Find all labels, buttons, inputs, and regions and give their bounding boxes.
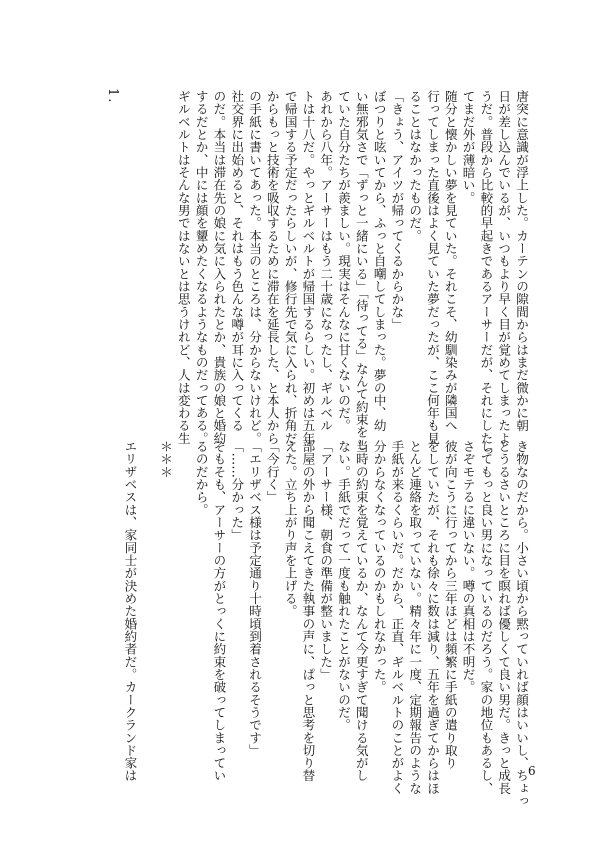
text-line: ＊＊＊ — [158, 440, 174, 478]
text-line: ぼつりと呟いてから、ふっと自嘲してしまった。夢の中、幼 — [371, 90, 387, 432]
text-line: ていた自分たちが羨ましい。現実はそんなに甘くないのだ。 — [336, 90, 352, 432]
text-line: ることはなかったものだ。 — [407, 90, 423, 242]
text-line: 社交界に出始めると、それはもう色んな噂が耳に入ってくる — [229, 90, 245, 432]
text-line: 唐突に意識が浮上した。カーテンの隙間からはまだ微かに朝 — [514, 90, 529, 432]
text-line — [174, 440, 192, 750]
text-line: 「……分かった」 — [229, 440, 245, 542]
text-line: してもっと良い男になっているのだろう。家の地位もあるし、 — [478, 440, 494, 795]
text-line: あれから八年。アーサーはもう二十歳になったし、ギルベル — [318, 90, 334, 432]
text-line: で帰国する予定だったらしいが、修行先で気に入られ、折角だ — [282, 90, 298, 445]
text-line: 「今行く」 — [264, 440, 280, 504]
text-line: 「アーサー様、朝食の準備が整いました」 — [318, 440, 334, 681]
text-line: き物なのだから。小さい頃から黙っていれば顔はいいし、ちょっ — [514, 440, 529, 808]
text-line: えた。立ち上がり声を上げる。 — [282, 440, 298, 618]
text-line: とんど連絡を取っていない。精々年に一度、定期報告のような — [407, 440, 423, 795]
text-line — [138, 440, 156, 750]
text-line: 当時の約束を覚えているか、なんて今更すぎて聞ける気がし — [353, 440, 369, 782]
text-line: するだとか、中には顔を顰めたくなるようなものだってある。 — [193, 90, 209, 445]
text-line: とうるさいところに目を瞑れば優しくて良い男だ。きっと成長 — [496, 440, 512, 795]
text-line: ない。手紙でだって一度も触れたことがないのだ。 — [336, 440, 352, 732]
text-line: 随分と懐かしい夢を見ていた。それこそ、幼馴染みが隣国へ — [442, 90, 458, 432]
text-line: 彼が向こうに行ってから三年ほどは頻繁に手紙の遣り取り — [442, 440, 458, 770]
text-line: 行ってしまった直後はよく見ていた夢だったが、ここ何年も見 — [425, 90, 441, 445]
text-line: 部屋の外から聞こえてきた執事の声に、ぱっと思考を切り替 — [300, 440, 316, 782]
text-line: 分からなくなっているのかもしれなかった。 — [371, 440, 387, 694]
text-line: の手紙に書いてあった。本当のところは、分からないけれど。 — [247, 90, 263, 445]
page-number: 6 — [528, 764, 536, 778]
text-line: い無邪気さで「ずっと一緒にいる」「待ってる」なんて約束をし — [353, 90, 369, 451]
text-line: 日が差し込んでいるが、いつもより早く目が覚めてしまったよ — [496, 90, 512, 445]
text-line: をしていたが、それも徐々に数は減り、五年を過ぎてからはほ — [425, 440, 441, 795]
text-line: 「エリザベス様は予定通り十時頃到着されるそうです」 — [247, 440, 263, 757]
text-line: 手紙が来るくらいだ。だから、正直、ギルベルトのことがよく — [389, 440, 405, 795]
upper-text-column — [90, 90, 530, 458]
lower-text-column — [90, 440, 530, 808]
text-line: 「きょう、アイツが帰ってくるからかな」 — [389, 90, 405, 331]
text-line: さぞモテるに違いない。噂の真相は不明だ。 — [460, 440, 476, 694]
text-line: うだ。普段から比較的早起きであるアーサーだが、それにしたっ — [478, 90, 494, 458]
text-line: トは十八だ。やっとギルベルトが帰国するらしい。初めは五年 — [300, 90, 316, 445]
text-line: ギルベルトはそんな男ではないとは思うけれど、人は変わる生 — [175, 90, 191, 445]
text-line: てまだ外が薄暗い。 — [460, 90, 476, 204]
text-line: のだ。本当は滞在先の娘に気に入られたとか、貴族の娘と婚約 — [211, 90, 227, 445]
text-line: エリザベスは、家同士が決めた婚約者だ。カークランド家は — [122, 440, 138, 782]
text-line: からもっと技術を吸収するために滞在を延長した、と本人から — [264, 90, 280, 445]
chapter-number: 1. — [105, 88, 120, 105]
text-line: るのだから。 — [193, 440, 209, 516]
text-line: そもそも、アーサーの方がとっくに約束を破ってしまってい — [211, 440, 227, 782]
